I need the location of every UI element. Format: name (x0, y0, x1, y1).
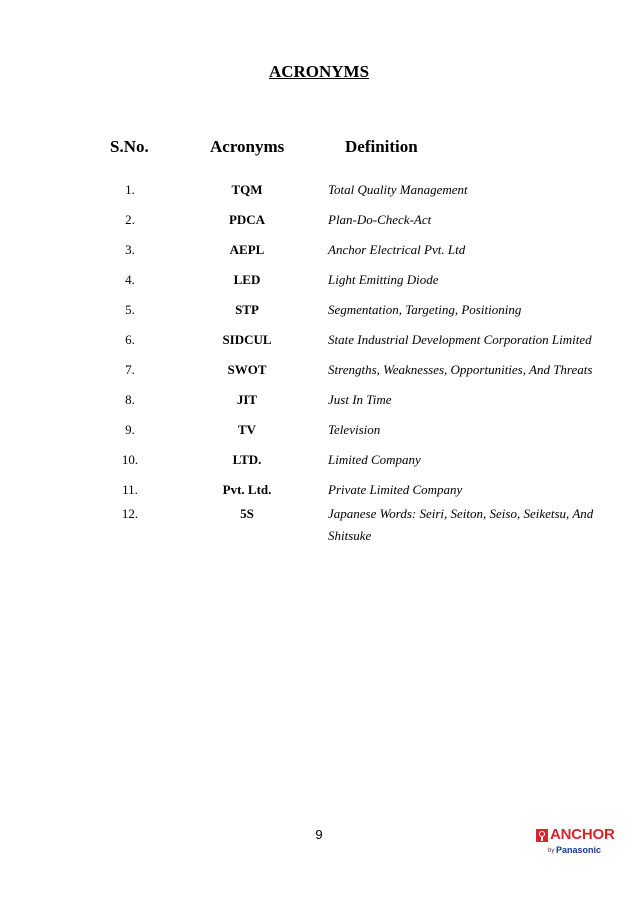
row-acronym: SIDCUL (222, 332, 272, 347)
row-definition: Plan-Do-Check-Act (328, 212, 432, 227)
table-row (0, 503, 638, 543)
table-row (0, 419, 638, 441)
row-definition: Segmentation, Targeting, Positioning (328, 302, 522, 317)
table-row (0, 389, 638, 411)
row-sno: 3. (125, 242, 135, 257)
row-acronym: LTD. (232, 452, 262, 467)
row-definition: Light Emitting Diode (328, 272, 439, 287)
row-sno: 11. (122, 482, 138, 497)
header-acronyms: Acronyms (210, 137, 285, 156)
row-acronym: STP (235, 302, 259, 317)
row-definition: Total Quality Management (328, 182, 468, 197)
table-row (0, 479, 638, 501)
row-definition: Private Limited Company (328, 482, 463, 497)
row-sno: 4. (125, 272, 135, 287)
row-acronym: JIT (236, 392, 258, 407)
row-sno: 5. (125, 302, 135, 317)
row-sno: 7. (125, 362, 135, 377)
page-title: ACRONYMS (268, 62, 370, 81)
table-row (0, 179, 638, 201)
row-sno: 6. (125, 332, 135, 347)
row-acronym: SWOT (227, 362, 267, 377)
row-acronym: LED (233, 272, 261, 287)
row-definition: Strengths, Weaknesses, Opportunities, And Threats (328, 362, 593, 377)
row-sno: 8. (125, 392, 135, 407)
table-row (0, 239, 638, 261)
row-acronym: AEPL (229, 242, 265, 257)
row-acronym: Pvt. Ltd. (222, 482, 272, 497)
row-acronym: TV (237, 422, 257, 437)
row-sno: 9. (125, 422, 135, 437)
table-row (0, 329, 638, 351)
logo-by: by (548, 848, 555, 854)
table-row (0, 209, 638, 231)
row-definition: Television (328, 422, 381, 437)
header-sno: S.No. (110, 137, 149, 156)
row-acronym: TQM (231, 182, 263, 197)
logo-brand: ANCHOR (550, 826, 615, 843)
row-sno: 10. (121, 452, 139, 467)
table-row (0, 449, 638, 471)
anchor-logo (536, 828, 616, 858)
logo-parent: Panasonic (556, 845, 602, 855)
row-sno: 12. (121, 506, 139, 521)
header-definition: Definition (345, 137, 418, 156)
table-row (0, 359, 638, 381)
row-definition: State Industrial Development Corporation Limited (328, 332, 592, 347)
row-definition: Limited Company (328, 452, 421, 467)
row-definition: Just In Time (328, 392, 392, 407)
row-definition: Japanese Words: Seiri, Seiton, Seiso, Seiketsu, And Shitsuke (328, 506, 594, 543)
anchor-emblem-icon (536, 829, 548, 842)
row-sno: 2. (125, 212, 135, 227)
table-row (0, 299, 638, 321)
row-sno: 1. (125, 182, 135, 197)
row-definition: Anchor Electrical Pvt. Ltd (328, 242, 466, 257)
page-number: 9 (315, 827, 323, 842)
table-row (0, 269, 638, 291)
row-acronym: 5S (240, 506, 254, 521)
row-acronym: PDCA (228, 212, 266, 227)
